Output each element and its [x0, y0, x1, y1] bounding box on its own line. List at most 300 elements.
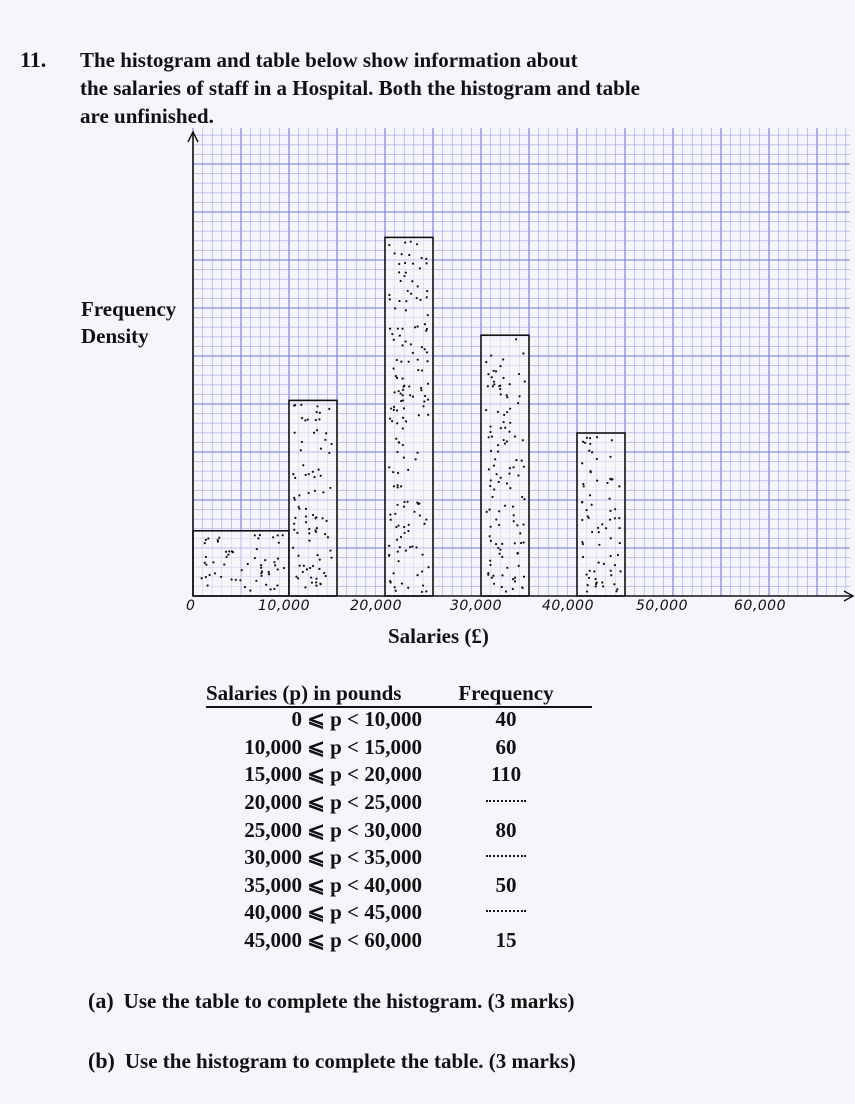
- bar-stipple-dot: [521, 496, 523, 498]
- bar-stipple-dot: [488, 468, 490, 470]
- bar-stipple-dot: [293, 497, 295, 499]
- bar-stipple-dot: [389, 328, 391, 330]
- bar-stipple-dot: [521, 460, 523, 462]
- bar-stipple-dot: [489, 560, 491, 562]
- bar-stipple-dot: [393, 252, 395, 254]
- bar-stipple-dot: [490, 526, 492, 528]
- bar-stipple-dot: [408, 385, 410, 387]
- bar-stipple-dot: [498, 524, 500, 526]
- bar-stipple-dot: [521, 586, 523, 588]
- bar-stipple-dot: [589, 437, 591, 439]
- table-row: [200, 734, 590, 762]
- bar-stipple-dot: [581, 501, 583, 503]
- bar-stipple-dot: [582, 543, 584, 545]
- bar-stipple-dot: [305, 515, 307, 517]
- bar-stipple-dot: [503, 421, 505, 423]
- bar-stipple-dot: [426, 328, 428, 330]
- bar-stipple-dot: [268, 573, 270, 575]
- bar-stipple-dot: [614, 564, 616, 566]
- bar-stipple-dot: [522, 352, 524, 354]
- bar-stipple-dot: [593, 570, 595, 572]
- bar-stipple-dot: [405, 550, 407, 552]
- bar-stipple-dot: [390, 519, 392, 521]
- bar-stipple-dot: [523, 466, 525, 468]
- bar-stipple-dot: [302, 464, 304, 466]
- bar-stipple-dot: [310, 576, 312, 578]
- bar-stipple-dot: [277, 558, 279, 560]
- histogram-bars: [193, 237, 625, 596]
- bar-stipple-dot: [402, 378, 404, 380]
- bar-stipple-dot: [313, 476, 315, 478]
- bar-stipple-dot: [588, 577, 590, 579]
- bar-stipple-dot: [397, 328, 399, 330]
- bar-stipple-dot: [506, 440, 508, 442]
- bar-stipple-dot: [407, 587, 409, 589]
- x-tick-label: 0: [186, 598, 196, 614]
- bar-stipple-dot: [316, 527, 318, 529]
- bar-stipple-dot: [312, 565, 314, 567]
- bar-stipple-dot: [493, 488, 495, 490]
- bar-stipple-dot: [414, 326, 416, 328]
- bar-stipple-dot: [582, 483, 584, 485]
- bar-stipple-dot: [397, 486, 399, 488]
- bar-stipple-dot: [423, 523, 425, 525]
- bar-stipple-dot: [509, 487, 511, 489]
- bar-stipple-dot: [298, 494, 300, 496]
- bar-stipple-dot: [491, 577, 493, 579]
- bar-stipple-dot: [388, 545, 390, 547]
- bar-stipple-dot: [412, 396, 414, 398]
- bar-stipple-dot: [605, 527, 607, 529]
- bar-stipple-dot: [389, 580, 391, 582]
- bar-stipple-dot: [403, 385, 405, 387]
- frequency-blank[interactable]: [422, 789, 590, 817]
- bar-stipple-dot: [421, 257, 423, 259]
- bar-stipple-dot: [610, 570, 612, 572]
- histogram-bar: [385, 237, 433, 596]
- table-header-row: [200, 680, 590, 706]
- bar-stipple-dot: [505, 590, 507, 592]
- bar-stipple-dot: [598, 544, 600, 546]
- bar-stipple-dot: [409, 546, 411, 548]
- bar-stipple-dot: [395, 438, 397, 440]
- bar-stipple-dot: [489, 485, 491, 487]
- bar-stipple-dot: [220, 576, 222, 578]
- bar-stipple-dot: [595, 578, 597, 580]
- bar-stipple-dot: [581, 519, 583, 521]
- bar-stipple-dot: [522, 541, 524, 543]
- bar-stipple-dot: [405, 420, 407, 422]
- bar-stipple-dot: [586, 590, 588, 592]
- bar-stipple-dot: [230, 578, 232, 580]
- bar-stipple-dot: [398, 560, 400, 562]
- bar-stipple-dot: [427, 399, 429, 401]
- bar-stipple-dot: [305, 521, 307, 523]
- salary-range: 40,000 ⩽ p < 45,000: [244, 900, 422, 925]
- bar-stipple-dot: [583, 485, 585, 487]
- bar-stipple-dot: [405, 309, 407, 311]
- bar-stipple-dot: [402, 389, 404, 391]
- bar-stipple-dot: [256, 548, 258, 550]
- bar-stipple-dot: [513, 520, 515, 522]
- bar-stipple-dot: [292, 547, 294, 549]
- bar-stipple-dot: [318, 418, 320, 420]
- bar-stipple-dot: [260, 572, 262, 574]
- bar-stipple-dot: [396, 539, 398, 541]
- bar-stipple-dot: [260, 575, 262, 577]
- frequency-blank[interactable]: [422, 899, 590, 927]
- bar-stipple-dot: [499, 388, 501, 390]
- bar-stipple-dot: [402, 399, 404, 401]
- salary-range: 30,000 ⩽ p < 35,000: [244, 845, 422, 870]
- frequency-blank[interactable]: [422, 844, 590, 872]
- bar-stipple-dot: [413, 511, 415, 513]
- bar-stipple-dot: [394, 586, 396, 588]
- bar-stipple-dot: [488, 436, 490, 438]
- bar-stipple-dot: [399, 546, 401, 548]
- bar-stipple-dot: [519, 532, 521, 534]
- bar-stipple-dot: [393, 485, 395, 487]
- bar-stipple-dot: [493, 383, 495, 385]
- bar-stipple-dot: [308, 473, 310, 475]
- task-b: [88, 1048, 576, 1074]
- bar-stipple-dot: [597, 527, 599, 529]
- bar-stipple-dot: [277, 568, 279, 570]
- bar-stipple-dot: [388, 466, 390, 468]
- bar-stipple-dot: [400, 536, 402, 538]
- bar-stipple-dot: [405, 272, 407, 274]
- bar-stipple-dot: [410, 241, 412, 243]
- bar-stipple-dot: [396, 377, 398, 379]
- frequency-value: 40: [495, 707, 517, 732]
- bar-stipple-dot: [596, 581, 598, 583]
- bar-stipple-dot: [408, 254, 410, 256]
- bar-stipple-dot: [514, 580, 516, 582]
- bar-stipple-dot: [489, 431, 491, 433]
- bar-stipple-dot: [585, 509, 587, 511]
- question-number: 11.: [20, 47, 47, 72]
- bar-stipple-dot: [398, 263, 400, 265]
- bar-stipple-dot: [610, 537, 612, 539]
- bar-stipple-dot: [495, 543, 497, 545]
- bar-stipple-dot: [398, 441, 400, 443]
- bar-stipple-dot: [512, 578, 514, 580]
- bar-stipple-dot: [490, 479, 492, 481]
- bar-stipple-dot: [292, 473, 294, 475]
- bar-stipple-dot: [318, 568, 320, 570]
- bar-stipple-dot: [329, 549, 331, 551]
- bar-stipple-dot: [205, 539, 207, 541]
- bar-stipple-dot: [403, 532, 405, 534]
- bar-stipple-dot: [315, 419, 317, 421]
- bar-stipple-dot: [264, 559, 266, 561]
- bar-stipple-dot: [518, 565, 520, 567]
- bar-stipple-dot: [401, 328, 403, 330]
- bar-stipple-dot: [496, 473, 498, 475]
- table-row: [200, 706, 590, 734]
- bar-stipple-dot: [504, 442, 506, 444]
- answer-blank[interactable]: [486, 849, 526, 857]
- bar-stipple-dot: [329, 487, 331, 489]
- bar-stipple-dot: [509, 383, 511, 385]
- bar-stipple-dot: [417, 325, 419, 327]
- bar-stipple-dot: [591, 531, 593, 533]
- bar-stipple-dot: [588, 517, 590, 519]
- bar-stipple-dot: [269, 588, 271, 590]
- bar-stipple-dot: [504, 427, 506, 429]
- bar-stipple-dot: [423, 400, 425, 402]
- bar-stipple-dot: [217, 541, 219, 543]
- bar-stipple-dot: [278, 542, 280, 544]
- bar-stipple-dot: [410, 293, 412, 295]
- bar-stipple-dot: [308, 528, 310, 530]
- bar-stipple-dot: [393, 406, 395, 408]
- bar-stipple-dot: [254, 534, 256, 536]
- bar-stipple-dot: [425, 590, 427, 592]
- bar-stipple-dot: [391, 420, 393, 422]
- bar-stipple-dot: [421, 591, 423, 593]
- bar-stipple-dot: [325, 575, 327, 577]
- bar-stipple-dot: [260, 567, 262, 569]
- task-b-text: Use the histogram to complete the table. (3 marks): [124, 1049, 576, 1073]
- bar-stipple-dot: [319, 583, 321, 585]
- bar-stipple-dot: [389, 418, 391, 420]
- bar-stipple-dot: [295, 576, 297, 578]
- bar-stipple-dot: [421, 369, 423, 371]
- bar-stipple-dot: [311, 582, 313, 584]
- bar-stipple-dot: [426, 290, 428, 292]
- bar-stipple-dot: [400, 361, 402, 363]
- bar-stipple-dot: [325, 432, 327, 434]
- bar-stipple-dot: [293, 529, 295, 531]
- bar-stipple-dot: [608, 498, 610, 500]
- bar-stipple-dot: [259, 534, 261, 536]
- bar-stipple-dot: [317, 469, 319, 471]
- bar-stipple-dot: [586, 437, 588, 439]
- bar-stipple-dot: [228, 550, 230, 552]
- bar-stipple-dot: [416, 243, 418, 245]
- bar-stipple-dot: [316, 411, 318, 413]
- bar-stipple-dot: [416, 574, 418, 576]
- bar-stipple-dot: [395, 526, 397, 528]
- bar-stipple-dot: [314, 529, 316, 531]
- bar-stipple-dot: [297, 506, 299, 508]
- bar-stipple-dot: [312, 514, 314, 516]
- bar-stipple-dot: [301, 417, 303, 419]
- bar-stipple-dot: [388, 555, 390, 557]
- bar-stipple-dot: [399, 335, 401, 337]
- answer-blank[interactable]: [486, 794, 526, 802]
- bar-stipple-dot: [420, 389, 422, 391]
- bar-stipple-dot: [619, 542, 621, 544]
- bar-stipple-dot: [485, 409, 487, 411]
- bar-stipple-dot: [426, 296, 428, 298]
- answer-blank[interactable]: [486, 904, 526, 912]
- bar-stipple-dot: [303, 565, 305, 567]
- bar-stipple-dot: [402, 444, 404, 446]
- bar-stipple-dot: [509, 422, 511, 424]
- bar-stipple-dot: [503, 414, 505, 416]
- bar-stipple-dot: [403, 407, 405, 409]
- bar-stipple-dot: [615, 590, 617, 592]
- bar-stipple-dot: [425, 258, 427, 260]
- bar-stipple-dot: [589, 570, 591, 572]
- salary-range: 0 ⩽ p < 10,000: [291, 707, 422, 732]
- bar-stipple-dot: [201, 577, 203, 579]
- bar-stipple-dot: [400, 485, 402, 487]
- bar-stipple-dot: [415, 546, 417, 548]
- bar-stipple-dot: [588, 450, 590, 452]
- bar-stipple-dot: [404, 241, 406, 243]
- bar-stipple-dot: [501, 543, 503, 545]
- bar-stipple-dot: [499, 365, 501, 367]
- bar-stipple-dot: [406, 501, 408, 503]
- bar-stipple-dot: [398, 300, 400, 302]
- bar-stipple-dot: [408, 524, 410, 526]
- bar-stipple-dot: [495, 370, 497, 372]
- salary-range: 15,000 ⩽ p < 20,000: [244, 762, 422, 787]
- bar-stipple-dot: [407, 290, 409, 292]
- bar-stipple-dot: [272, 536, 274, 538]
- bar-stipple-dot: [297, 555, 299, 557]
- bar-stipple-dot: [488, 508, 490, 510]
- bar-stipple-dot: [498, 385, 500, 387]
- bar-stipple-dot: [294, 404, 296, 406]
- bar-stipple-dot: [323, 572, 325, 574]
- bar-stipple-dot: [277, 534, 279, 536]
- question-line-1: The histogram and table below show information about: [80, 48, 578, 72]
- bar-stipple-dot: [584, 442, 586, 444]
- salary-column-header: Salaries (p) in pounds: [206, 680, 402, 705]
- bar-stipple-dot: [212, 561, 214, 563]
- frequency-value: 50: [495, 872, 517, 897]
- bar-stipple-dot: [403, 501, 405, 503]
- bar-stipple-dot: [493, 370, 495, 372]
- bar-stipple-dot: [610, 478, 612, 480]
- bar-stipple-dot: [504, 505, 506, 507]
- bar-stipple-dot: [509, 408, 511, 410]
- bar-stipple-dot: [427, 383, 429, 385]
- bar-stipple-dot: [596, 480, 598, 482]
- bar-stipple-dot: [235, 579, 237, 581]
- bar-stipple-dot: [513, 514, 515, 516]
- bar-stipple-dot: [514, 576, 516, 578]
- bar-stipple-dot: [294, 499, 296, 501]
- bar-stipple-dot: [315, 578, 317, 580]
- bar-stipple-dot: [427, 566, 429, 568]
- bar-stipple-dot: [590, 471, 592, 473]
- bar-stipple-dot: [397, 472, 399, 474]
- bar-stipple-dot: [418, 414, 420, 416]
- bar-stipple-dot: [403, 506, 405, 508]
- question-line-3: are unfinished.: [80, 104, 214, 128]
- bar-stipple-dot: [410, 343, 412, 345]
- bar-stipple-dot: [304, 419, 306, 421]
- bar-stipple-dot: [322, 491, 324, 493]
- bar-stipple-dot: [391, 333, 393, 335]
- bar-stipple-dot: [388, 244, 390, 246]
- bar-stipple-dot: [609, 510, 611, 512]
- bar-stipple-dot: [425, 518, 427, 520]
- frequency-column-header: Frequency: [458, 680, 554, 705]
- bar-stipple-dot: [396, 409, 398, 411]
- bar-stipple-dot: [402, 427, 404, 429]
- bar-stipple-dot: [314, 490, 316, 492]
- bar-stipple-dot: [595, 585, 597, 587]
- bar-stipple-dot: [523, 498, 525, 500]
- bar-stipple-dot: [498, 553, 500, 555]
- bar-stipple-dot: [402, 394, 404, 396]
- bar-stipple-dot: [268, 571, 270, 573]
- bar-stipple-dot: [282, 534, 284, 536]
- bar-stipple-dot: [487, 373, 489, 375]
- bar-stipple-dot: [506, 396, 508, 398]
- bar-stipple-dot: [321, 517, 323, 519]
- bar-stipple-dot: [306, 568, 308, 570]
- bar-stipple-dot: [603, 563, 605, 565]
- bar-stipple-dot: [596, 436, 598, 438]
- bar-stipple-dot: [618, 485, 620, 487]
- bar-stipple-dot: [305, 508, 307, 510]
- bar-stipple-dot: [405, 300, 407, 302]
- bar-stipple-dot: [490, 355, 492, 357]
- bar-stipple-dot: [512, 506, 514, 508]
- bar-stipple-dot: [205, 576, 207, 578]
- bar-stipple-dot: [403, 275, 405, 277]
- bar-stipple-dot: [407, 530, 409, 532]
- bar-stipple-dot: [610, 574, 612, 576]
- bar-stipple-dot: [501, 574, 503, 576]
- histogram-bar: [577, 433, 625, 596]
- bar-stipple-dot: [485, 361, 487, 363]
- bar-stipple-dot: [299, 565, 301, 567]
- bar-stipple-dot: [419, 267, 421, 269]
- bar-stipple-dot: [405, 340, 407, 342]
- bar-stipple-dot: [490, 540, 492, 542]
- bar-stipple-dot: [401, 582, 403, 584]
- bar-stipple-dot: [497, 451, 499, 453]
- frequency-table: [200, 680, 590, 954]
- bar-stipple-dot: [225, 551, 227, 553]
- bar-stipple-dot: [613, 583, 615, 585]
- salary-range: 10,000 ⩽ p < 15,000: [244, 734, 422, 759]
- question-text: [80, 46, 780, 130]
- bar-stipple-dot: [204, 562, 206, 564]
- task-a-text: Use the table to complete the histogram. (3 marks): [123, 989, 575, 1013]
- bar-stipple-dot: [247, 563, 249, 565]
- bar-stipple-dot: [587, 584, 589, 586]
- bar-stipple-dot: [419, 299, 421, 301]
- bar-stipple-dot: [396, 504, 398, 506]
- bar-stipple-dot: [300, 404, 302, 406]
- bar-stipple-dot: [392, 572, 394, 574]
- bar-stipple-dot: [601, 581, 603, 583]
- task-a-label: (a): [88, 988, 114, 1013]
- bar-stipple-dot: [294, 517, 296, 519]
- bar-stipple-dot: [506, 411, 508, 413]
- bar-stipple-dot: [585, 573, 587, 575]
- bar-stipple-dot: [223, 563, 225, 565]
- bar-stipple-dot: [497, 547, 499, 549]
- bar-stipple-dot: [415, 458, 417, 460]
- bar-stipple-dot: [514, 435, 516, 437]
- bar-stipple-dot: [518, 373, 520, 375]
- table-row: [200, 872, 590, 900]
- bar-stipple-dot: [487, 574, 489, 576]
- bar-stipple-dot: [214, 572, 216, 574]
- bar-stipple-dot: [320, 475, 322, 477]
- frequency-value: 15: [495, 928, 517, 953]
